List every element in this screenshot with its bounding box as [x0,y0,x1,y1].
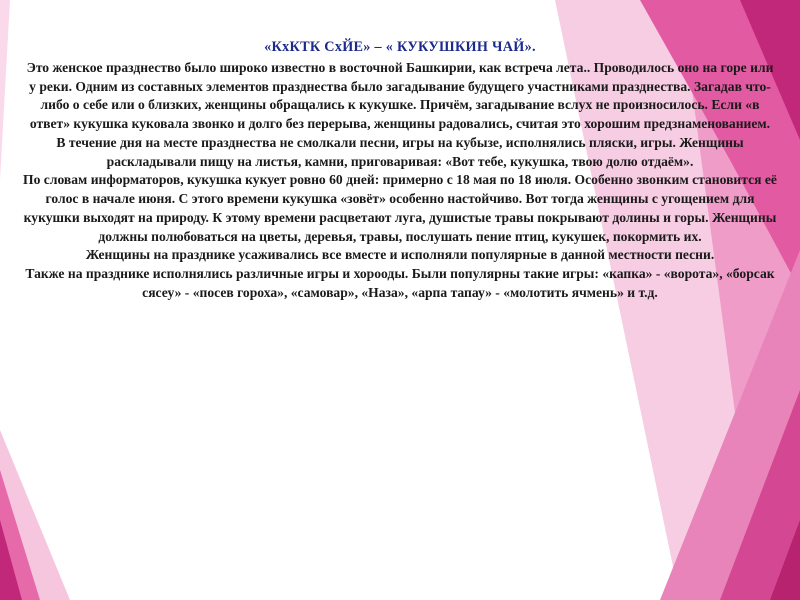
left-top-sliver [0,0,10,180]
slide-title: «КхКТК СхЙЕ» – « КУКУШКИН ЧАЙ». [264,39,536,55]
paragraph-1: Это женское празднество было широко известно в восточной Башкирии, как встреча лета.. Проводилось оно на горе или у реки. Одним из составных элементов празднества было загадывание будущего участниками празднества. Загадав что-либо о себе или о близких, женщины обращались к кукушке. Причём, загадывание вслух не произносилось. Если «в ответ» кукушка куковала звонко и долго без перерыва, женщины радовались, считая это хорошим предзнаменованием. [26,59,774,131]
paragraph-5: Также на празднике исполнялись различные игры и хорооды. Были популярны такие игры: «капка» - «ворота», «борсак сясеу» - «посев гороха», «самовар», «Наза», «арпа тапау» - «молотить ячмень» и т.д. [25,266,775,300]
paragraph-4: Женщины на празднике усаживались все вместе и исполняли популярные в данной местности песни. [85,247,715,263]
paragraph-2: В течение дня на месте празднества не смолкали песни, игры на кубызе, исполнялись пляски, игры. Женщины раскладывали пищу на листья, камни, приговаривая: «Вот тебе, кукушка, твою долю отдаём». [56,134,744,169]
paragraph-3: По словам информаторов, кукушка кукует ровно 60 дней: примерно с 18 мая по 18 июля. Особенно звонким становится её голос в начале июня. С этого времени кукушка «зовёт» особенно настойчиво. Вот тогда женщины с угощением для кукушки выходят на природу. К этому времени расцветают луга, душистые травы покрывают долины и горы. Женщины должны полюбоваться на цветы, деревья, травы, послушать пение птиц, кукушек, покормить их. [23,172,777,244]
slide-text-body [22,38,778,303]
